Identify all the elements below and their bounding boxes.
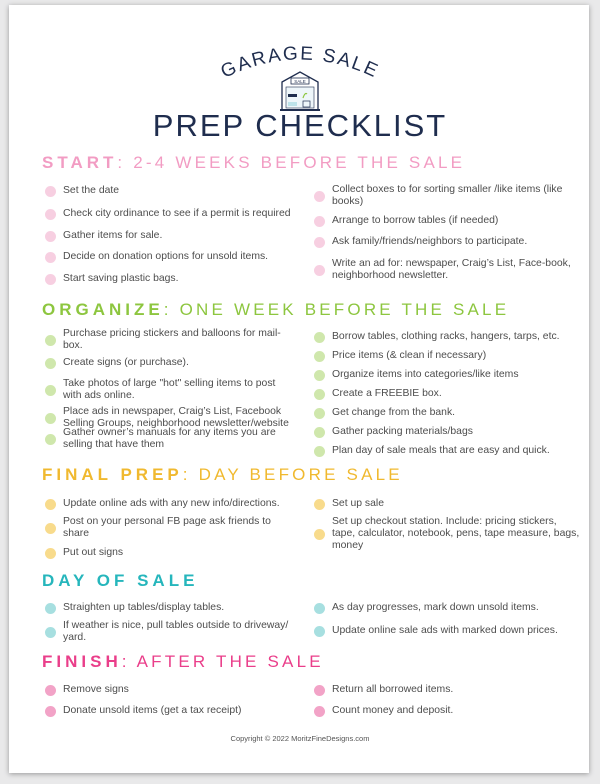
- section-heading-final-prep: FINAL PREP: DAY BEFORE SALE: [42, 465, 403, 484]
- checklist-item[interactable]: Return all borrowed items.: [314, 684, 580, 696]
- checklist-item[interactable]: Post on your personal FB page ask friends to share: [45, 516, 295, 540]
- garage-house-icon: [280, 70, 320, 112]
- checklist-item[interactable]: Place ads in newspaper, Craig’s List, Facebook Selling Groups, neighborhood newsletter/website: [45, 406, 295, 430]
- checklist-item[interactable]: Ask family/friends/neighbors to participate.: [314, 236, 580, 248]
- svg-text:GARAGE SALE: GARAGE SALE: [217, 43, 383, 83]
- checklist-item[interactable]: Donate unsold items (get a tax receipt): [45, 705, 295, 717]
- section-heading-finish: FINISH: AFTER THE SALE: [42, 652, 324, 671]
- checklist-item[interactable]: As day progresses, mark down unsold items.: [314, 602, 580, 614]
- checklist-item[interactable]: Update online sale ads with marked down prices.: [314, 625, 580, 637]
- checklist-item[interactable]: Check city ordinance to see if a permit is required: [45, 208, 295, 220]
- checklist-item[interactable]: Create a FREEBIE box.: [314, 388, 580, 400]
- checkbox-dot-icon[interactable]: [314, 706, 325, 717]
- checkbox-dot-icon[interactable]: [314, 685, 325, 696]
- checklist-item[interactable]: Set up checkout station. Include: pricing stickers, tape, calculator, notebook, pens, tape measure, bags, money: [314, 516, 580, 552]
- checkbox-dot-icon[interactable]: [314, 499, 325, 510]
- checkbox-dot-icon[interactable]: [45, 499, 56, 510]
- checkbox-dot-icon[interactable]: [45, 385, 56, 396]
- checkbox-dot-icon[interactable]: [45, 274, 56, 285]
- checkbox-dot-icon[interactable]: [45, 523, 56, 534]
- checklist-item[interactable]: Organize items into categories/like items: [314, 369, 580, 381]
- section-heading-organize: ORGANIZE: ONE WEEK BEFORE THE SALE: [42, 300, 510, 319]
- svg-text:SALE: SALE: [294, 79, 306, 84]
- checkbox-dot-icon[interactable]: [314, 389, 325, 400]
- checklist-item[interactable]: Create signs (or purchase).: [45, 357, 295, 369]
- checklist-item[interactable]: Borrow tables, clothing racks, hangers, tarps, etc.: [314, 331, 580, 343]
- checklist-item[interactable]: Update online ads with any new info/directions.: [45, 498, 295, 510]
- checkbox-dot-icon[interactable]: [314, 626, 325, 637]
- checklist-item[interactable]: Price items (& clean if necessary): [314, 350, 580, 362]
- checkbox-dot-icon[interactable]: [45, 548, 56, 559]
- checkbox-dot-icon[interactable]: [314, 216, 325, 227]
- checkbox-dot-icon[interactable]: [45, 209, 56, 220]
- checklist-item[interactable]: Start saving plastic bags.: [45, 273, 295, 285]
- checklist-item[interactable]: Get change from the bank.: [314, 407, 580, 419]
- checkbox-dot-icon[interactable]: [45, 231, 56, 242]
- checkbox-dot-icon[interactable]: [314, 332, 325, 343]
- checklist-item[interactable]: Decide on donation options for unsold items.: [45, 251, 295, 263]
- checkbox-dot-icon[interactable]: [314, 191, 325, 202]
- checkbox-dot-icon[interactable]: [314, 427, 325, 438]
- checklist-item[interactable]: Arrange to borrow tables (if needed): [314, 215, 580, 227]
- checklist-item[interactable]: Collect boxes to for sorting smaller /like items (like books): [314, 184, 580, 208]
- checklist-item[interactable]: Take photos of large "hot" selling items to post with ads online.: [45, 378, 295, 402]
- checkbox-dot-icon[interactable]: [45, 252, 56, 263]
- checkbox-dot-icon[interactable]: [45, 186, 56, 197]
- checkbox-dot-icon[interactable]: [45, 706, 56, 717]
- copyright-footer: Copyright © 2022 MoritzFineDesigns.com: [230, 734, 370, 743]
- checkbox-dot-icon[interactable]: [45, 603, 56, 614]
- checkbox-dot-icon[interactable]: [314, 603, 325, 614]
- checkbox-dot-icon[interactable]: [314, 237, 325, 248]
- checkbox-dot-icon[interactable]: [314, 370, 325, 381]
- checkbox-dot-icon[interactable]: [314, 408, 325, 419]
- checklist-item[interactable]: Put out signs: [45, 547, 295, 559]
- checkbox-dot-icon[interactable]: [45, 434, 56, 445]
- checklist-item[interactable]: Straighten up tables/display tables.: [45, 602, 295, 614]
- checkbox-dot-icon[interactable]: [314, 351, 325, 362]
- checklist-item[interactable]: Plan day of sale meals that are easy and quick.: [314, 445, 580, 457]
- checklist-item[interactable]: Write an ad for: newspaper, Craig’s List, Face-book, neighborhood newsletter.: [314, 258, 580, 282]
- checklist-item[interactable]: Set the date: [45, 185, 295, 197]
- checkbox-dot-icon[interactable]: [314, 529, 325, 540]
- section-heading-day-of-sale: DAY OF SALE: [42, 571, 199, 590]
- checkbox-dot-icon[interactable]: [45, 413, 56, 424]
- section-heading-start: START: 2-4 WEEKS BEFORE THE SALE: [42, 153, 466, 172]
- checklist-item[interactable]: Remove signs: [45, 684, 295, 696]
- checklist-item[interactable]: Count money and deposit.: [314, 705, 580, 717]
- checklist-item[interactable]: Gather owner’s manuals for any items you are selling that have them: [45, 427, 295, 451]
- checkbox-dot-icon[interactable]: [45, 358, 56, 369]
- checkbox-dot-icon[interactable]: [45, 627, 56, 638]
- checklist-item[interactable]: If weather is nice, pull tables outside to driveway/ yard.: [45, 620, 295, 644]
- page-title: PREP CHECKLIST: [152, 108, 448, 143]
- checkbox-dot-icon[interactable]: [314, 446, 325, 457]
- checklist-item[interactable]: Gather packing materials/bags: [314, 426, 580, 438]
- checkbox-dot-icon[interactable]: [314, 265, 325, 276]
- checklist-item[interactable]: Purchase pricing stickers and balloons for mail-box.: [45, 328, 295, 352]
- checkbox-dot-icon[interactable]: [45, 685, 56, 696]
- checklist-item[interactable]: Gather items for sale.: [45, 230, 295, 242]
- checklist-item[interactable]: Set up sale: [314, 498, 580, 510]
- checkbox-dot-icon[interactable]: [45, 335, 56, 346]
